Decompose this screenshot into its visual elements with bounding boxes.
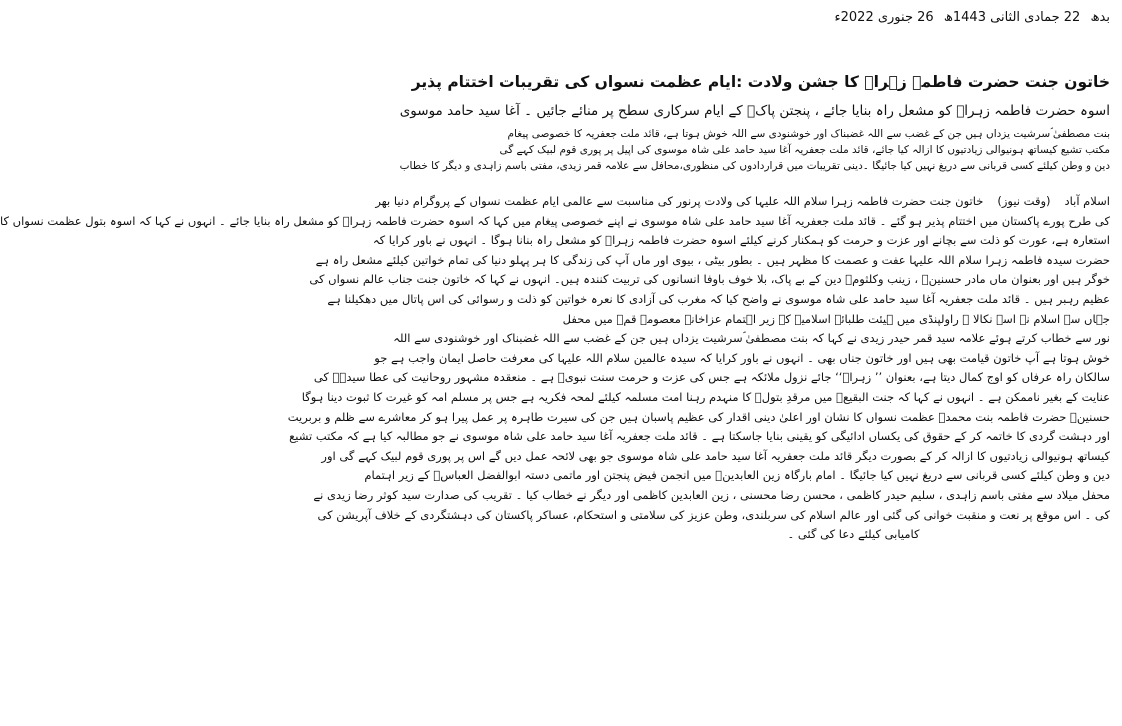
body-line-first <box>375 192 1110 212</box>
body-line-text: خاتون جنت حضرت فاطمہ زہرا سلام اللہ علیہا کی ولادت پرنور کی مناسبت سے عالمی ایام عظمت نسواں کے پروگرام دنیا بھر <box>375 194 984 208</box>
body-line: حضرت سیدہ فاطمہ زہرا سلام اللہ علیہا عفت و عصمت کا مظہر ہیں ۔ بطور بیٹی ، بیوی اور ماں آپ کی زندگی کا ہر پہلو دنیا کی تمام خواتین کیلئے مشعل راہ ہے <box>315 252 1110 267</box>
agency-credit: (وقت نیوز) <box>997 194 1051 208</box>
body-line: دین و وطن کیلئے کسی قربانی سے دریغ نہیں کیا جائیگا ۔ امام بارگاہ زین العابدینؑ میں انجمن فیض پنجتن اور ماتمی دستہ ابوالفضل العباسؑ کے زیر اہتمام <box>364 468 1110 483</box>
article-body <box>0 192 1110 545</box>
place-name: اسلام آباد <box>1064 194 1110 208</box>
body-line: خوش ہوتا ہے آپ خاتون قیامت بھی ہیں اور خاتون جناں بھی ۔ انہوں نے باور کرایا کہ سیدہ عالمین سلام اللہ علیہا کی معرفت حاصل ایمان واجب ہے جو <box>374 350 1110 365</box>
dateline <box>597 8 1110 30</box>
intro-line: بنت مصطفیٰ ؐسرشیت یزداں ہیں جن کے غضب سے اللہ غضبناک اور خوشنودی سے اللہ خوش ہوتا ہے، قائد ملت جعفریہ کا خصوصی پیغام <box>507 128 1110 140</box>
body-line: جہاں سے اسلام نے اسے نکالا ۔ راولپنڈی میں ہیئت طلبائے اسلامیہ کے زیر اہتمام عزاخانہ معصومہ قمؑ میں محفل <box>562 311 1110 326</box>
intro-block <box>399 126 1110 174</box>
body-line: عنایت کے بغیر ناممکن ہے ۔ انہوں نے کہا کہ جنت البقیعؑ میں مرقدِ بتولؑ کا منہدم رہنا امت مسلمہ کیلئے لمحہ فکریہ ہے جس پر مسلم امہ کو غیرت کا ثبوت دینا ہوگا <box>301 389 1110 404</box>
body-line: عظیم رہبر ہیں ۔ قائد ملت جعفریہ آغا سید حامد علی شاہ موسوی نے واضح کیا کہ مغرب کی آزادی کا نعرہ خواتین کو ذلت و رسوائی کی اس پاتال میں دھکیلنا ہے <box>327 291 1110 306</box>
body-line: کیساتھ ہونیوالی زیادتیوں کا ازالہ کر کے بصورت دیگر قائد ملت جعفریہ آغا سید حامد علی شاہ موسوی جو بھی لائحہ عمل دیں گے اس پر پوری قوم لبیک کہے گی اور <box>321 448 1110 463</box>
headline: خاتون جنت حضرت فاطمہ زہراؑ کا جشن ولادت :ایام عظمت نسواں کی تقریبات اختتام پذیر <box>411 73 1110 91</box>
body-line: کی طرح پورے پاکستان میں اختتام پذیر ہو گئے ۔ قائد ملت جعفریہ آغا سید حامد علی شاہ موسوی نے اپنے خصوصی پیغام میں کہا کہ اسوہ حضرت فاطمہ زہراؑ کو مشعل راہ بنایا جائے ۔ انہوں نے کہا کہ اسوہ بتول عظمت نسواں کا <box>0 213 1110 228</box>
body-line: استعارہ ہے، عورت کو ذلت سے بچانے اور عزت و حرمت کو ہمکنار کرنے کیلئے اسوہ حضرت فاطمہ زہراؑ کو مشعل راہ بنانا ہوگا ۔ انہوں نے باور کرایا کہ <box>372 233 1110 248</box>
dateline-hijri: 22 جمادی الثانی 1443ھ <box>943 10 1081 25</box>
body-line: خوگر ہیں اور بعنوان ماں مادر حسنینؑ ، زینب وکلثومؑ دین کے بے پاک، بلا خوف باوفا انسانوں کی تربیت کنندہ ہیں۔ انہوں نے کہا کہ خاتون جنت جناب عالم نسواں کی <box>309 272 1110 287</box>
body-line: حسنینؑ حضرت فاطمہ بنت محمدؐ عظمت نسواں کا نشان اور اعلیٰ دینی اقدار کی عظیم پاسبان ہیں جن کی سیرت طاہرہ پر عمل پیرا ہو کر معاشرے سے ظلم و بربریت <box>287 409 1110 424</box>
dateline-gregorian: 26 جنوری 2022ء <box>834 10 934 25</box>
body-line: نور سے خطاب کرتے ہوئے علامہ سید قمر حیدر زیدی نے کہا کہ بنت مصطفیٰ ؐسرشیت یزداں ہیں جن کے غضب سے اللہ غضبناک اور خوشنودی سے اللہ <box>393 331 1110 346</box>
body-line-last: کامیابی کیلئے دعا کی گئی ۔ <box>787 527 920 542</box>
body-line: اور دہشت گردی کا خاتمہ کر کے حقوق کی یکساں ادائیگی کو یقینی بنایا جاسکتا ہے ۔ قائد ملت جعفریہ آغا سید حامد علی شاہ موسوی نے جو مطالبہ کیا ہے کہ مکتب تشیع <box>289 429 1110 444</box>
dateline-day: بدھ <box>1090 10 1110 25</box>
body-line: کی ۔ اس موقع پر نعت و منقبت خوانی کی گئی اور عالم اسلام کی سربلندی، وطن عزیز کی سلامتی و استحکام، عساکر پاکستان کی دہشتگردی کے خلاف آپریشن کی <box>317 507 1110 522</box>
intro-line: مکتب تشیع کیساتھ ہونیوالی زیادتیوں کا ازالہ کیا جائے، قائد ملت جعفریہ آغا سید حامد علی شاہ موسوی کی اپیل پر پوری قوم لبیک کہے گی <box>499 144 1110 156</box>
body-line: سالکان راہ عرفاں کو اوج کمال دیتا ہے، بعنوان ’’ زہراؑ‘‘ جائے نزول ملائکہ ہے جس کی عزت و حرمت سنت نبویؐ ہے ۔ منعقدہ مشہور روحانیت کی عطا سیدہؑ کی <box>313 370 1110 385</box>
subhead: اسوہ حضرت فاطمہ زہراؑ کو مشعل راہ بنایا جائے ، پنجتن پاکؑ کے ایام سرکاری سطح پر منائے جائیں ۔ آغا سید حامد موسوی <box>399 103 1110 119</box>
intro-line: دین و وطن کیلئے کسی قربانی سے دریغ نہیں کیا جائیگا ۔دینی تقریبات میں قراردادوں کی منظوری،محافل سے علامہ قمر زیدی، مفتی باسم زاہدی و دیگر کا خطاب <box>399 160 1110 172</box>
body-line: محفل میلاد سے مفتی باسم زاہدی ، سلیم حیدر کاظمی ، محسن رضا محسنی ، زین العابدین کاظمی اور دیگر نے خطاب کیا ۔ تقریب کی صدارت سید کوثر رضا زیدی نے <box>313 487 1110 502</box>
